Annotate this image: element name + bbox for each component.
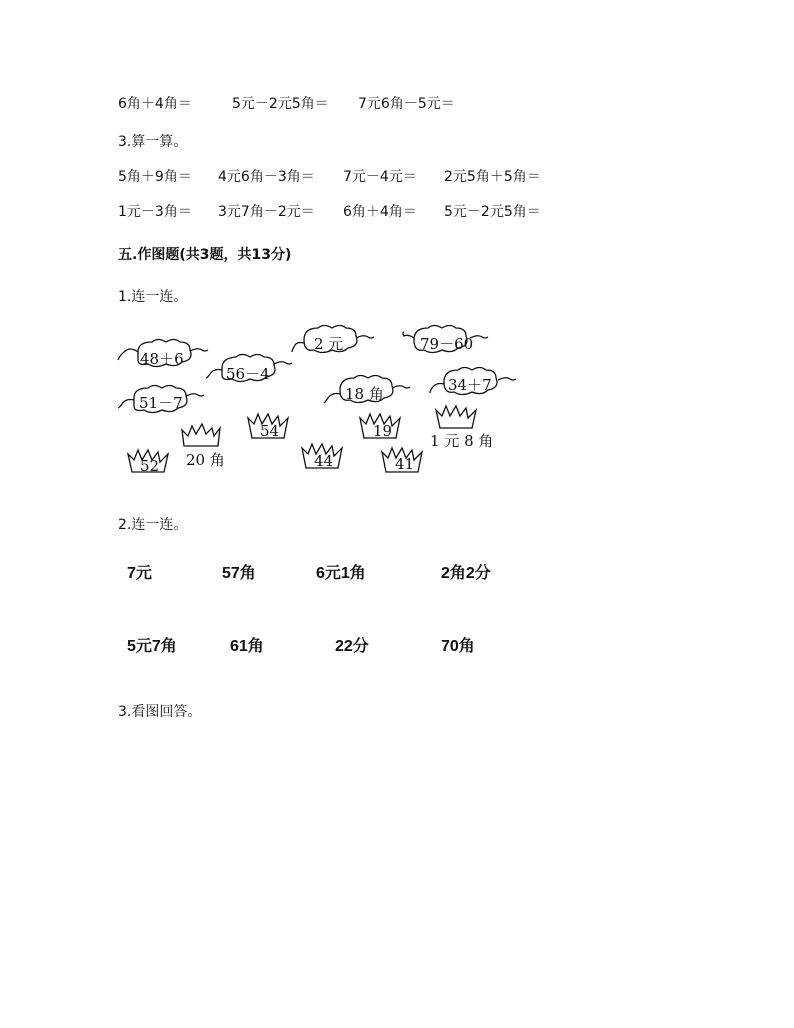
cloud-label: 48＋6 bbox=[140, 350, 184, 368]
grass-tuft bbox=[436, 406, 476, 428]
cloud-label: 18 角 bbox=[345, 385, 384, 403]
expression: 5元－2元5角＝ bbox=[444, 204, 541, 220]
question-title: 3.算一算。 bbox=[118, 134, 188, 150]
grass-label: 19 bbox=[373, 422, 393, 440]
grass-label: 54 bbox=[260, 422, 280, 440]
match-item: 5元7角 bbox=[127, 638, 177, 655]
cloud-label: 56－4 bbox=[226, 365, 270, 383]
expression: 7元6角－5元＝ bbox=[358, 96, 455, 112]
expression: 7元－4元＝ bbox=[343, 169, 417, 185]
expression: 2元5角＋5角＝ bbox=[444, 169, 541, 185]
cloud-label: 2 元 bbox=[314, 335, 344, 353]
expression: 6角＋4角＝ bbox=[343, 204, 417, 220]
cloud-label: 79－60 bbox=[420, 335, 474, 353]
matching-picture bbox=[0, 0, 794, 500]
match-item: 70角 bbox=[441, 638, 475, 655]
grass-label: 1 元 8 角 bbox=[430, 432, 494, 450]
match-item: 22分 bbox=[335, 638, 369, 655]
match-item: 6元1角 bbox=[316, 565, 366, 582]
match-item: 2角2分 bbox=[441, 565, 491, 582]
match-item: 7元 bbox=[127, 565, 152, 582]
match-item: 57角 bbox=[222, 565, 256, 582]
question-title: 2.连一连。 bbox=[118, 517, 188, 533]
section-heading: 五.作图题(共3题，共13分) bbox=[118, 247, 292, 263]
grass-label: 41 bbox=[395, 455, 415, 473]
grass-label: 52 bbox=[140, 457, 160, 475]
cloud-label: 51－7 bbox=[139, 394, 183, 412]
match-item: 61角 bbox=[230, 638, 264, 655]
expression: 4元6角－3角＝ bbox=[218, 169, 315, 185]
grass-tuft bbox=[182, 424, 220, 446]
question-title: 1.连一连。 bbox=[118, 289, 188, 305]
grass-label: 44 bbox=[314, 452, 334, 470]
expression: 3元7角－2元＝ bbox=[218, 204, 315, 220]
expression: 6角＋4角＝ bbox=[118, 96, 192, 112]
expression: 1元－3角＝ bbox=[118, 204, 192, 220]
expression: 5角＋9角＝ bbox=[118, 169, 192, 185]
expression: 5元－2元5角＝ bbox=[232, 96, 329, 112]
grass-label: 20 角 bbox=[186, 451, 225, 469]
question-title: 3.看图回答。 bbox=[118, 704, 202, 720]
cloud-label: 34＋7 bbox=[448, 376, 492, 394]
